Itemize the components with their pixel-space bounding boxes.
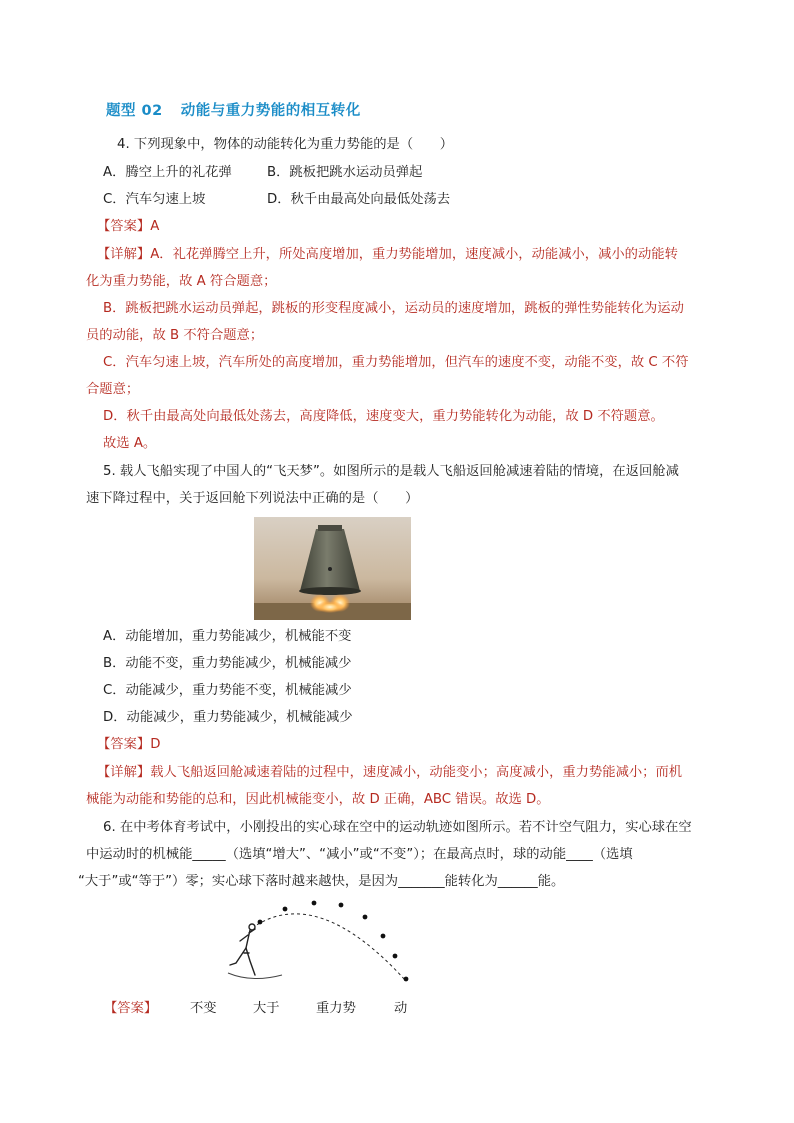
q5-option-d: D．动能减少，重力势能减少，机械能减少 (103, 710, 353, 725)
q4-option-c: C．汽车匀速上坡 (103, 192, 206, 207)
q5-option-b: B．动能不变，重力势能减少，机械能减少 (103, 656, 352, 671)
q6-answer-3: 重力势 (316, 1001, 356, 1016)
q4-detail-line-7: D．秋千由最高处向最低处荡去，高度降低，速度变大，重力势能转化为动能，故 D 不符题意。 (103, 409, 664, 424)
q4-option-a: A．腾空上升的礼花弹 (103, 165, 232, 180)
q5-answer (97, 735, 160, 755)
q5-option-a: A．动能增加，重力势能减少，机械能不变 (103, 629, 352, 644)
q4-stem: 4. 下列现象中，物体的动能转化为重力势能的是（ ） (117, 137, 454, 152)
q5-answer-tag: 【答案】 (97, 737, 151, 752)
q5-detail-line-1: 【详解】载人飞船返回舱减速着陆的过程中，速度减小，动能变小；高度减小，重力势能减小；而机 (97, 765, 683, 780)
q5-option-c: C．动能减少，重力势能不变，机械能减少 (103, 683, 352, 698)
q4-detail-line-6: 合题意； (86, 382, 140, 397)
shot-put-trajectory-figure (222, 893, 422, 988)
q4-option-d: D．秋千由最高处向最低处荡去 (267, 192, 451, 207)
q4-option-b: B．跳板把跳水运动员弹起 (267, 165, 423, 180)
q5-answer-value: D (150, 737, 161, 752)
q4-options-row-2 (103, 190, 450, 210)
q4-answer-value: A (150, 219, 160, 234)
athlete-icon (230, 924, 255, 975)
q6-answer-4: 动 (394, 1001, 408, 1016)
section-heading: 动能与重力势能的相互转化 (180, 103, 361, 119)
q5-detail-tag: 【详解】 (97, 765, 151, 780)
q6-stem-line-2: 中运动时的机械能_____（选填“增大”、“减小”或“不变”）；在最高点时，球的动能____（选填 (86, 847, 633, 862)
q6-stem-line-3: “大于”或“等于”）零；实心球下落时越来越快，是因为_______能转化为______能。 (78, 874, 565, 889)
q5-stem-line-2: 速下降过程中，关于返回舱下列说法中正确的是（ ） (86, 491, 419, 506)
q4-detail-line-1: 【详解】A．礼花弹腾空上升，所处高度增加，重力势能增加，速度减小，动能减小，减小的动能转 (97, 247, 678, 262)
section-label: 题型 02 (106, 103, 163, 119)
section-title (106, 99, 361, 120)
q4-conclusion: 故选 A。 (103, 436, 157, 451)
q5-detail-line-2: 械能为动能和势能的总和，因此机械能变小，故 D 正确，ABC 错误。故选 D。 (86, 792, 550, 807)
q4-detail-line-3: B．跳板把跳水运动员弹起，跳板的形变程度减小，运动员的速度增加，跳板的弹性势能转化为运动 (103, 301, 684, 316)
q4-answer-tag: 【答案】 (97, 219, 151, 234)
q4-options-row-1 (103, 163, 422, 183)
return-capsule-photo (254, 517, 411, 620)
q4-answer (97, 217, 159, 237)
q6-stem-line-1: 6. 在中考体育考试中，小刚投出的实心球在空中的运动轨迹如图所示。若不计空气阻力，实心球在空 (103, 820, 692, 835)
q4-detail-tag: 【详解】 (97, 247, 151, 262)
q6-answer-1: 不变 (190, 1001, 217, 1016)
q4-detail-line-4: 员的动能，故 B 不符合题意； (86, 328, 264, 343)
q4-detail-line-2: 化为重力势能，故 A 符合题意； (86, 274, 277, 289)
q6-answer-tag: 【答案】 (104, 1001, 158, 1016)
q6-answer-2: 大于 (253, 1001, 280, 1016)
q4-detail-line-5: C．汽车匀速上坡，汽车所处的高度增加，重力势能增加，但汽车的速度不变，动能不变，故 C 不符 (103, 355, 689, 370)
q5-stem-line-1: 5. 载人飞船实现了中国人的“飞天梦”。如图所示的是载人飞船返回舱减速着陆的情境，在返回舱减 (103, 464, 679, 479)
